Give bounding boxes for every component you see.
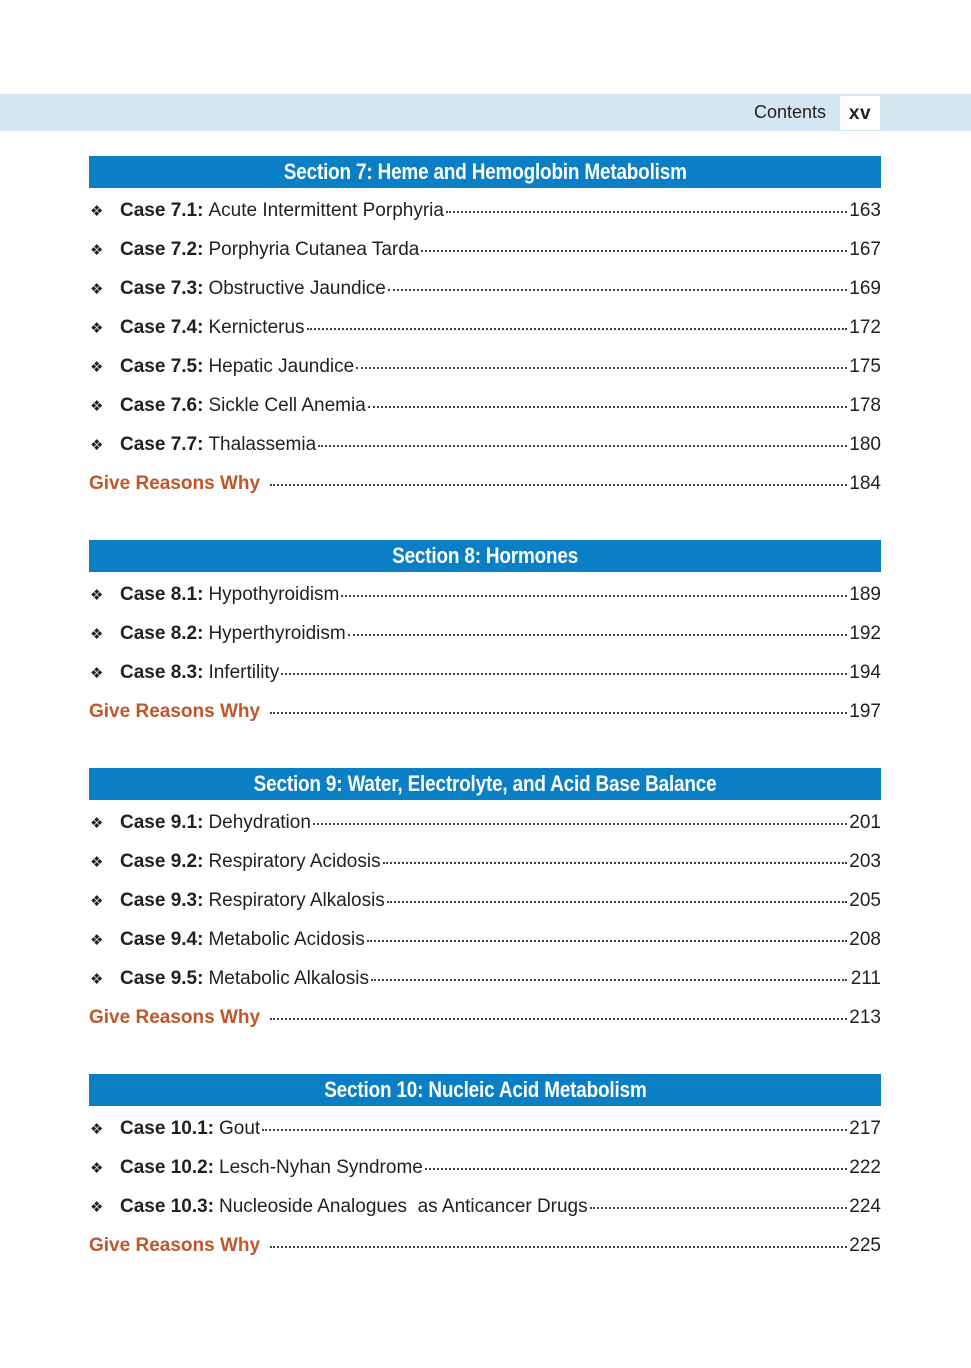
toc-entry[interactable] (89, 434, 881, 473)
toc-entry[interactable] (89, 623, 881, 662)
page-ref: 205 (849, 890, 881, 911)
toc-entry[interactable] (89, 1196, 881, 1235)
case-label: Case 9.1: (120, 812, 204, 833)
diamond-bullet-icon: ❖ (90, 854, 104, 871)
page-ref: 197 (849, 701, 881, 722)
diamond-bullet-icon: ❖ (90, 971, 104, 988)
page-ref: 225 (849, 1235, 881, 1256)
dot-leader (348, 633, 847, 636)
dot-leader (270, 483, 847, 486)
page-ref: 192 (849, 623, 881, 644)
section-10 (89, 1074, 881, 1274)
section-title-bar (89, 156, 881, 188)
diamond-bullet-icon: ❖ (90, 437, 104, 454)
running-header-label: Contents (754, 102, 827, 122)
give-reasons-entry[interactable] (89, 1007, 881, 1046)
diamond-bullet-icon: ❖ (90, 1121, 104, 1138)
page-ref: 211 (850, 968, 881, 989)
give-reasons-label: Give Reasons Why (89, 701, 261, 722)
case-title: Nucleoside Analogues as Anticancer Drugs (219, 1196, 588, 1217)
case-title: Kernicterus (208, 317, 305, 338)
diamond-bullet-icon: ❖ (90, 893, 104, 910)
toc-entry[interactable] (89, 1157, 881, 1196)
page-number: xv (840, 96, 880, 130)
case-title: Dehydration (208, 812, 311, 833)
give-reasons-label: Give Reasons Why (89, 1235, 261, 1256)
dot-leader (318, 444, 847, 447)
diamond-bullet-icon: ❖ (90, 281, 104, 298)
case-title: Hepatic Jaundice (208, 356, 355, 377)
case-title: Thalassemia (208, 434, 317, 455)
toc-entry[interactable] (89, 584, 881, 623)
dot-leader (270, 1017, 847, 1020)
dot-leader (262, 1128, 847, 1131)
case-title: Respiratory Acidosis (208, 851, 381, 872)
case-label: Case 10.1: (120, 1118, 215, 1139)
case-label: Case 10.2: (120, 1157, 215, 1178)
page-ref: 194 (849, 662, 881, 683)
section-title-bar (89, 540, 881, 572)
toc-entry[interactable] (89, 278, 881, 317)
page-ref: 184 (849, 473, 881, 494)
case-label: Case 8.3: (120, 662, 204, 683)
case-label: Case 10.3: (120, 1196, 215, 1217)
toc-entry[interactable] (89, 929, 881, 968)
toc-entry[interactable] (89, 890, 881, 929)
case-label: Case 7.7: (120, 434, 204, 455)
toc-entry[interactable] (89, 662, 881, 701)
dot-leader (281, 672, 847, 675)
dot-leader (383, 861, 847, 864)
dot-leader (387, 900, 847, 903)
diamond-bullet-icon: ❖ (90, 1160, 104, 1177)
give-reasons-entry[interactable] (89, 473, 881, 512)
section-title: Section 10: Nucleic Acid Metabolism (323, 1077, 647, 1102)
case-label: Case 8.1: (120, 584, 204, 605)
case-label: Case 9.5: (120, 968, 204, 989)
page-ref: 163 (849, 200, 881, 221)
page-ref: 208 (849, 929, 881, 950)
page-ref: 172 (849, 317, 881, 338)
page-ref: 178 (849, 395, 881, 416)
case-title: Lesch-Nyhan Syndrome (219, 1157, 423, 1178)
dot-leader (421, 249, 847, 252)
diamond-bullet-icon: ❖ (90, 932, 104, 949)
page-ref: 224 (849, 1196, 881, 1217)
diamond-bullet-icon: ❖ (90, 1199, 104, 1216)
page-ref: 217 (849, 1118, 881, 1139)
case-label: Case 7.5: (120, 356, 204, 377)
section-7 (89, 156, 881, 512)
case-title: Metabolic Alkalosis (208, 968, 369, 989)
diamond-bullet-icon: ❖ (90, 242, 104, 259)
diamond-bullet-icon: ❖ (90, 398, 104, 415)
section-title-bar (89, 768, 881, 800)
dot-leader (425, 1167, 847, 1170)
dot-leader (307, 327, 847, 330)
case-label: Case 7.2: (120, 239, 204, 260)
diamond-bullet-icon: ❖ (90, 626, 104, 643)
case-title: Gout (219, 1118, 261, 1139)
toc-entry[interactable] (89, 200, 881, 239)
case-title: Hyperthyroidism (208, 623, 346, 644)
dot-leader (356, 366, 847, 369)
toc-entry[interactable] (89, 812, 881, 851)
section-8 (89, 540, 881, 740)
page-ref: 201 (849, 812, 881, 833)
toc-entry[interactable] (89, 1118, 881, 1157)
give-reasons-entry[interactable] (89, 1235, 881, 1274)
case-label: Case 9.4: (120, 929, 204, 950)
dot-leader (388, 288, 847, 291)
diamond-bullet-icon: ❖ (90, 320, 104, 337)
case-label: Case 7.3: (120, 278, 204, 299)
page-ref: 203 (849, 851, 881, 872)
toc-entry[interactable] (89, 356, 881, 395)
case-label: Case 7.1: (120, 200, 204, 221)
case-title: Respiratory Alkalosis (208, 890, 385, 911)
dot-leader (270, 711, 847, 714)
diamond-bullet-icon: ❖ (90, 359, 104, 376)
case-title: Acute Intermittent Porphyria (208, 200, 444, 221)
section-title: Section 8: Hormones (392, 543, 578, 568)
case-title: Obstructive Jaundice (208, 278, 386, 299)
dot-leader (270, 1245, 847, 1248)
toc-entry[interactable] (89, 317, 881, 356)
case-title: Sickle Cell Anemia (208, 395, 366, 416)
dot-leader (367, 939, 847, 942)
dot-leader (446, 210, 847, 213)
case-label: Case 8.2: (120, 623, 204, 644)
case-label: Case 7.4: (120, 317, 204, 338)
page-ref: 213 (849, 1007, 881, 1028)
page-ref: 175 (849, 356, 881, 377)
case-title: Porphyria Cutanea Tarda (208, 239, 420, 260)
case-label: Case 9.2: (120, 851, 204, 872)
dot-leader (341, 594, 847, 597)
dot-leader (313, 822, 847, 825)
diamond-bullet-icon: ❖ (90, 665, 104, 682)
case-title: Hypothyroidism (208, 584, 340, 605)
toc-entry[interactable] (89, 395, 881, 434)
diamond-bullet-icon: ❖ (90, 203, 104, 220)
dot-leader (371, 978, 847, 981)
case-label: Case 7.6: (120, 395, 204, 416)
toc-entry[interactable] (89, 851, 881, 890)
give-reasons-label: Give Reasons Why (89, 473, 261, 494)
dot-leader (590, 1206, 847, 1209)
section-9 (89, 768, 881, 1046)
page-ref: 222 (849, 1157, 881, 1178)
page-ref: 189 (849, 584, 881, 605)
section-title-bar (89, 1074, 881, 1106)
case-label: Case 9.3: (120, 890, 204, 911)
diamond-bullet-icon: ❖ (90, 587, 104, 604)
case-title: Infertility (208, 662, 280, 683)
page-ref: 169 (849, 278, 881, 299)
page-ref: 167 (849, 239, 881, 260)
toc-entry[interactable] (89, 968, 881, 1007)
dot-leader (368, 405, 847, 408)
section-title: Section 7: Heme and Hemoglobin Metabolism (283, 159, 687, 184)
give-reasons-entry[interactable] (89, 701, 881, 740)
section-title: Section 9: Water, Electrolyte, and Acid Base Balance (253, 771, 717, 796)
page-ref: 180 (849, 434, 881, 455)
toc-entry[interactable] (89, 239, 881, 278)
give-reasons-label: Give Reasons Why (89, 1007, 261, 1028)
diamond-bullet-icon: ❖ (90, 815, 104, 832)
case-title: Metabolic Acidosis (208, 929, 365, 950)
